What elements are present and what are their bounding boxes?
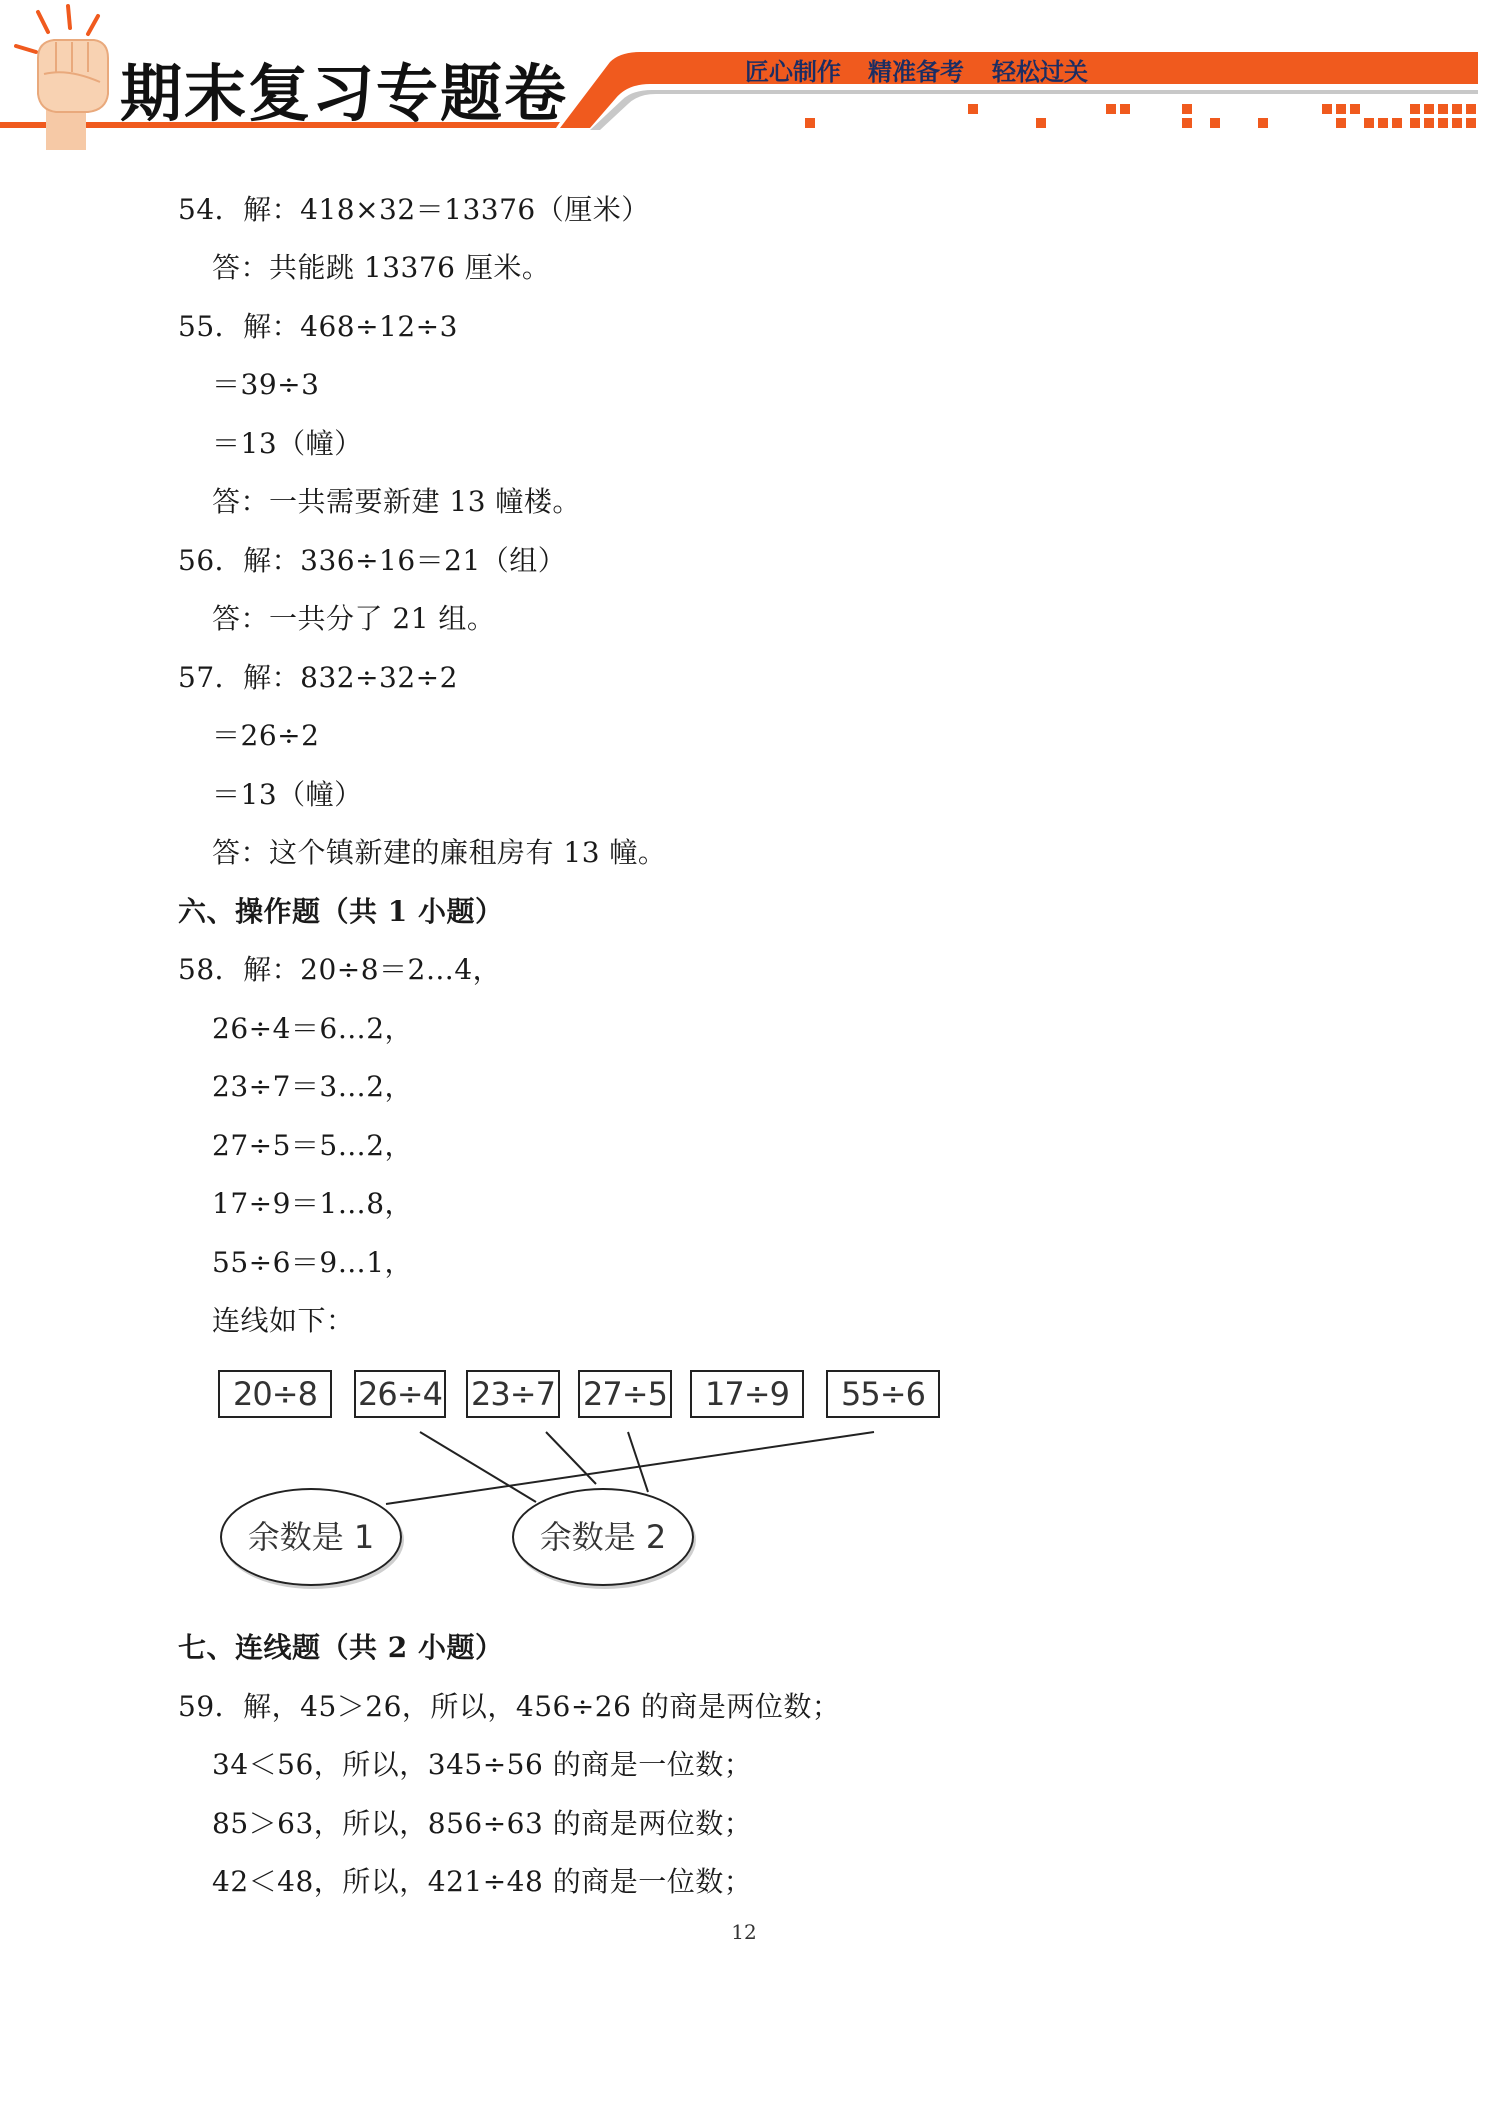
page-header <box>0 0 1488 160</box>
answer-line: 答：一共需要新建 13 幢楼。 <box>212 485 581 518</box>
expression-box: 27÷5 <box>578 1370 672 1418</box>
answer-line: ＝39÷3 <box>212 368 320 401</box>
answer-line: 55÷6＝9…1， <box>212 1246 414 1279</box>
answer-line: 答：共能跳 13376 厘米。 <box>212 251 551 284</box>
answer-line: 答：一共分了 21 组。 <box>212 602 496 635</box>
answer-line: 42＜48，所以，421÷48 的商是一位数； <box>212 1865 753 1898</box>
answer-line: 57．解：832÷32÷2 <box>178 661 458 694</box>
expression-box: 26÷4 <box>354 1370 446 1418</box>
header-slogan-1: 匠心制作 <box>745 58 841 86</box>
remainder-oval-1: 余数是 1 <box>220 1488 402 1586</box>
fist-icon <box>8 2 118 152</box>
expression-box: 17÷9 <box>690 1370 804 1418</box>
answer-line: ＝26÷2 <box>212 719 320 752</box>
answer-line: 23÷7＝3…2， <box>212 1070 414 1103</box>
section-heading: 七、连线题（共 2 小题） <box>178 1631 504 1664</box>
expression-box: 20÷8 <box>218 1370 332 1418</box>
answer-line: ＝13（幢） <box>212 778 363 811</box>
connection-line-27div5 <box>628 1432 648 1492</box>
header-slogan-2: 精准备考 <box>868 58 964 86</box>
answer-line: 26÷4＝6…2， <box>212 1012 414 1045</box>
answer-line: 56．解：336÷16＝21（组） <box>178 544 567 577</box>
answer-line: 58．解：20÷8＝2…4， <box>178 953 502 986</box>
answer-line: 85＞63，所以，856÷63 的商是两位数； <box>212 1807 753 1840</box>
answer-line: 59．解，45＞26，所以，456÷26 的商是两位数； <box>178 1690 841 1723</box>
expression-box: 55÷6 <box>826 1370 940 1418</box>
connection-line-26div4 <box>420 1432 536 1502</box>
header-title: 期末复习专题卷 <box>120 57 569 130</box>
answer-line: 54．解：418×32＝13376（厘米） <box>178 193 650 226</box>
answer-line: 34＜56，所以，345÷56 的商是一位数； <box>212 1748 753 1781</box>
expression-box: 23÷7 <box>466 1370 560 1418</box>
answer-line: 17÷9＝1…8， <box>212 1187 414 1220</box>
answer-line: 55．解：468÷12÷3 <box>178 310 458 343</box>
answer-line: 27÷5＝5…2， <box>212 1129 414 1162</box>
page-number: 12 <box>731 1920 757 1944</box>
answer-line: ＝13（幢） <box>212 427 363 460</box>
matching-diagram <box>210 1360 970 1620</box>
answer-line: 连线如下： <box>212 1304 355 1337</box>
answer-line: 答：这个镇新建的廉租房有 13 幢。 <box>212 836 667 869</box>
header-slogan-3: 轻松过关 <box>992 58 1088 86</box>
remainder-oval-2: 余数是 2 <box>512 1488 694 1586</box>
section-heading: 六、操作题（共 1 小题） <box>178 895 504 928</box>
